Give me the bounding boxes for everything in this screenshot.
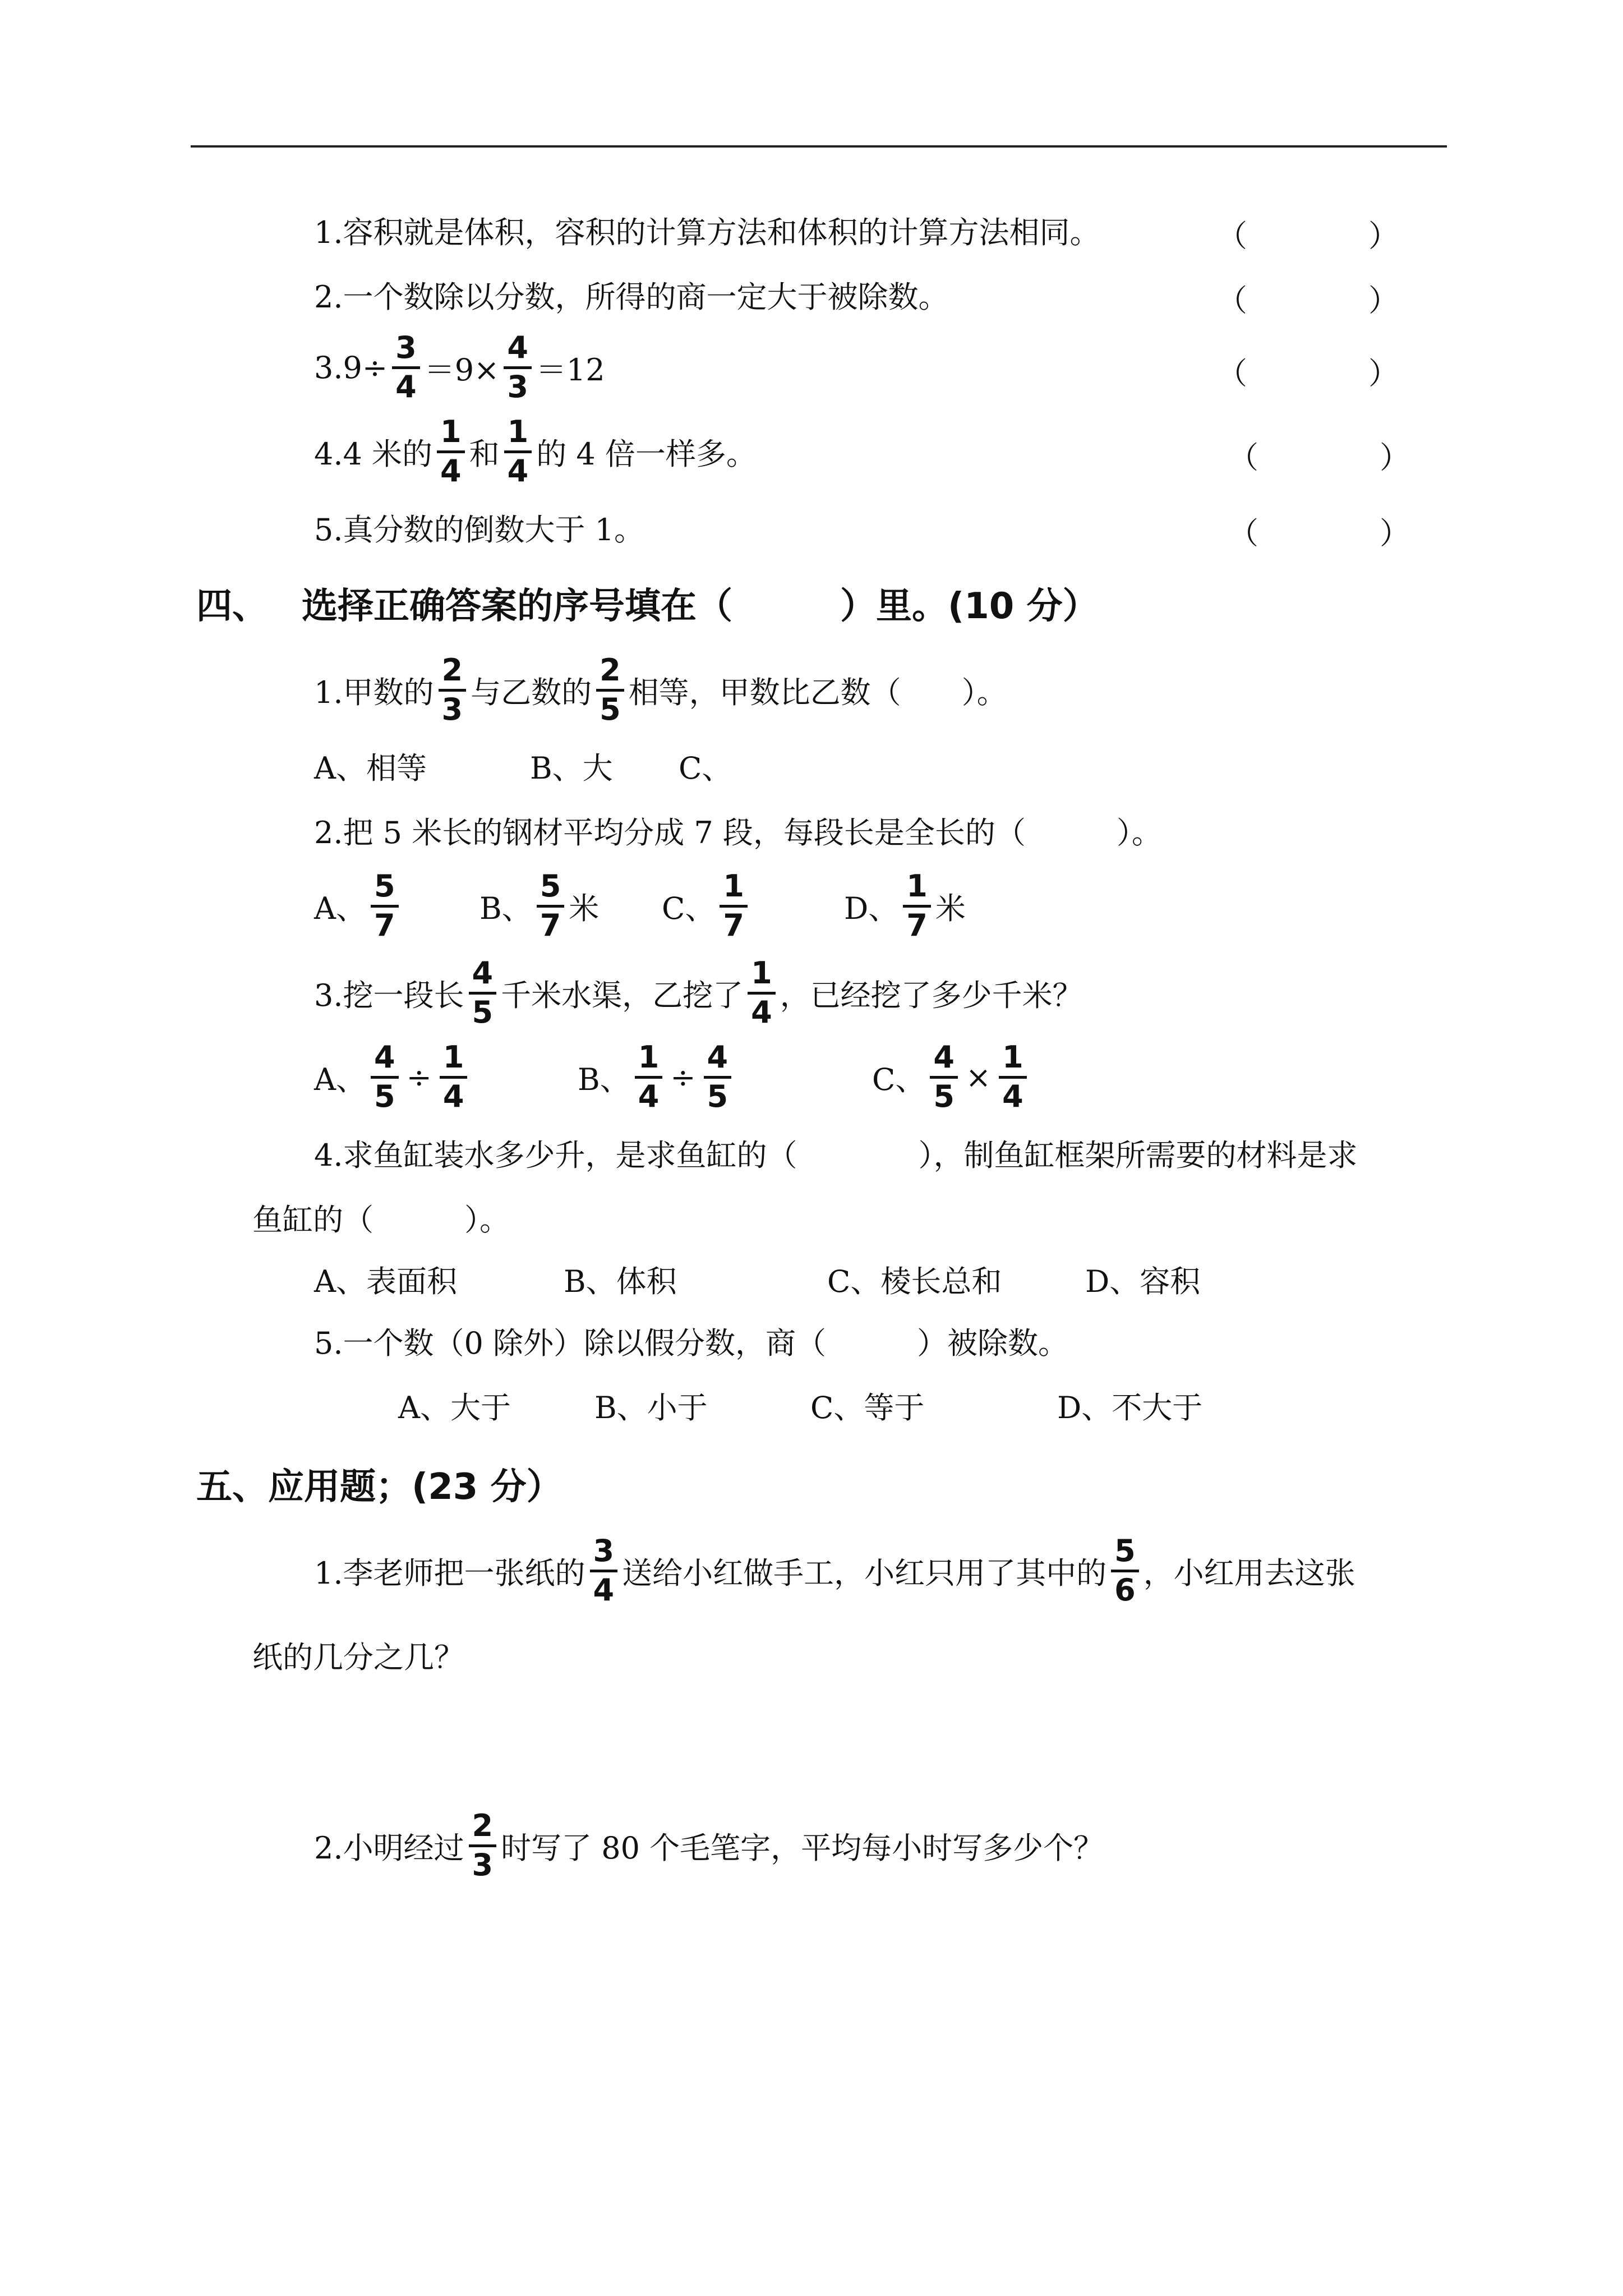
tf-item-2-text: 2.一个数除以分数，所得的商一定大于被除数。: [314, 279, 949, 315]
fraction: 5 7: [371, 871, 399, 941]
tf-item-2-paren-close: ）: [1368, 283, 1399, 318]
word-problem-2-suffix: 时写了 80 个毛笔字，平均每小时写多少个？: [501, 1830, 1104, 1866]
fraction: 1 4: [999, 1042, 1027, 1112]
fraction: 1 4: [635, 1042, 663, 1112]
tf-item-3-paren-open[interactable]: （: [1217, 356, 1247, 391]
choice-q4-line-1: 4.求鱼缸装水多少升，是求鱼缸的（ ），制鱼缸框架所需要的材料是求: [314, 1137, 1358, 1173]
section-4-heading: [196, 558, 1099, 648]
choice-q4-option-d[interactable]: D、容积: [1085, 1263, 1201, 1299]
tf-item-3-mid: ＝9×: [424, 352, 500, 388]
choice-q5-option-d[interactable]: D、不大于: [1057, 1389, 1203, 1425]
tf-item-4-paren-close: ）: [1380, 440, 1410, 475]
choice-q1-option-b[interactable]: B、大: [530, 750, 613, 786]
fraction: 1 4: [504, 416, 532, 487]
choice-q4-line-2: 鱼缸的（ ）。: [252, 1202, 510, 1237]
choice-q3-mid: 千米水渠，乙挖了: [501, 977, 744, 1013]
word-problem-2-prefix: 2.小明经过: [314, 1830, 464, 1866]
tf-item-3: [314, 323, 605, 412]
tf-item-3-prefix: 3.9÷: [314, 349, 388, 385]
choice-q2-option-d[interactable]: D、 1 7 米: [844, 868, 966, 943]
fraction: 4 5: [469, 958, 497, 1028]
tf-item-4-suffix: 的 4 倍一样多。: [536, 436, 757, 472]
word-problem-1-prefix: 1.李老师把一张纸的: [314, 1555, 585, 1591]
tf-item-1-paren-open[interactable]: （: [1217, 218, 1247, 254]
fraction: 1 4: [440, 1042, 468, 1112]
section-4-title: 选择正确答案的序号填在（ ）里。(10 分）: [302, 586, 1099, 627]
fraction: 4 3: [504, 332, 532, 403]
fraction: 4 5: [704, 1042, 732, 1112]
fraction: 4 5: [371, 1042, 399, 1112]
fraction: 1 4: [748, 958, 776, 1028]
choice-q2-option-b[interactable]: B、 5 7 米: [479, 868, 600, 943]
choice-q1-mid: 与乙数的: [471, 674, 592, 710]
fraction: 2 5: [596, 655, 624, 725]
choice-q3-suffix: ，已经挖了多少千米？: [780, 977, 1083, 1013]
choice-q1-option-c[interactable]: C、: [679, 750, 732, 786]
tf-item-5-paren-close: ）: [1380, 516, 1410, 551]
tf-item-3-suffix: ＝12: [536, 352, 605, 388]
fraction: 1 7: [720, 871, 748, 941]
word-problem-1-mid: 送给小红做手工，小红只用了其中的: [622, 1555, 1107, 1591]
word-problem-1-suffix: ，小红用去这张: [1143, 1555, 1355, 1591]
choice-q3-option-a[interactable]: A、 4 5 ÷ 1 4: [314, 1032, 472, 1122]
fraction: 1 7: [903, 871, 931, 941]
tf-item-4-paren-open[interactable]: （: [1228, 440, 1258, 475]
fraction: 2 3: [469, 1810, 497, 1881]
choice-q3-option-c[interactable]: C、 4 5 × 1 4: [872, 1032, 1031, 1122]
fraction: 4 5: [930, 1042, 958, 1112]
choice-q2-text: 2.把 5 米长的钢材平均分成 7 段，每段长是全长的（ ）。: [314, 815, 1162, 850]
section-4-number: 四、: [196, 586, 268, 627]
tf-item-1-paren-close: ）: [1368, 218, 1399, 254]
choice-q4-option-a[interactable]: A、表面积: [314, 1263, 457, 1299]
header-rule: [191, 145, 1447, 148]
section-5-heading: 五、应用题；(23 分）: [196, 1466, 562, 1508]
fraction: 5 7: [537, 871, 565, 941]
word-problem-2: [314, 1801, 1104, 1890]
tf-item-1-text: 1.容积就是体积，容积的计算方法和体积的计算方法相同。: [314, 214, 1100, 250]
choice-q5: 5.一个数（0 除外）除以假分数，商（ ）被除数。: [314, 1325, 1069, 1361]
word-problem-1: [314, 1526, 1355, 1616]
choice-q1-prefix: 1.甲数的: [314, 674, 434, 710]
fraction: 1 4: [437, 416, 465, 487]
tf-item-4-mid: 和: [469, 436, 500, 472]
choice-q1-suffix: 相等，甲数比乙数（ ）。: [628, 674, 1007, 710]
tf-item-5-text: 5.真分数的倒数大于 1。: [314, 512, 645, 547]
fraction: 3 4: [392, 332, 420, 403]
choice-q2-option-a[interactable]: A、 5 7: [314, 861, 403, 951]
choice-q3-prefix: 3.挖一段长: [314, 977, 464, 1013]
choice-q5-option-a[interactable]: A、大于: [398, 1389, 511, 1425]
tf-item-4-prefix: 4.4 米的: [314, 436, 433, 472]
choice-q4-option-b[interactable]: B、体积: [564, 1263, 677, 1299]
choice-q2-option-c[interactable]: C、 1 7: [662, 861, 752, 951]
tf-item-5-paren-open[interactable]: （: [1228, 516, 1258, 551]
fraction: 5 6: [1111, 1535, 1139, 1606]
choice-q3-option-b[interactable]: B、 1 4 ÷ 4 5: [578, 1032, 736, 1122]
tf-item-2-paren-open[interactable]: （: [1217, 283, 1247, 318]
choice-q5-option-b[interactable]: B、小于: [594, 1389, 708, 1425]
fraction: 3 4: [590, 1535, 618, 1606]
choice-q5-option-c[interactable]: C、等于: [810, 1389, 925, 1425]
choice-q1-option-a[interactable]: A、相等: [314, 750, 427, 786]
choice-q4-option-c[interactable]: C、棱长总和: [827, 1263, 1002, 1299]
word-problem-1-line-2: 纸的几分之几？: [252, 1639, 464, 1675]
choice-q3: [314, 948, 1083, 1038]
tf-item-3-paren-close: ）: [1368, 356, 1399, 391]
fraction: 2 3: [439, 655, 467, 725]
